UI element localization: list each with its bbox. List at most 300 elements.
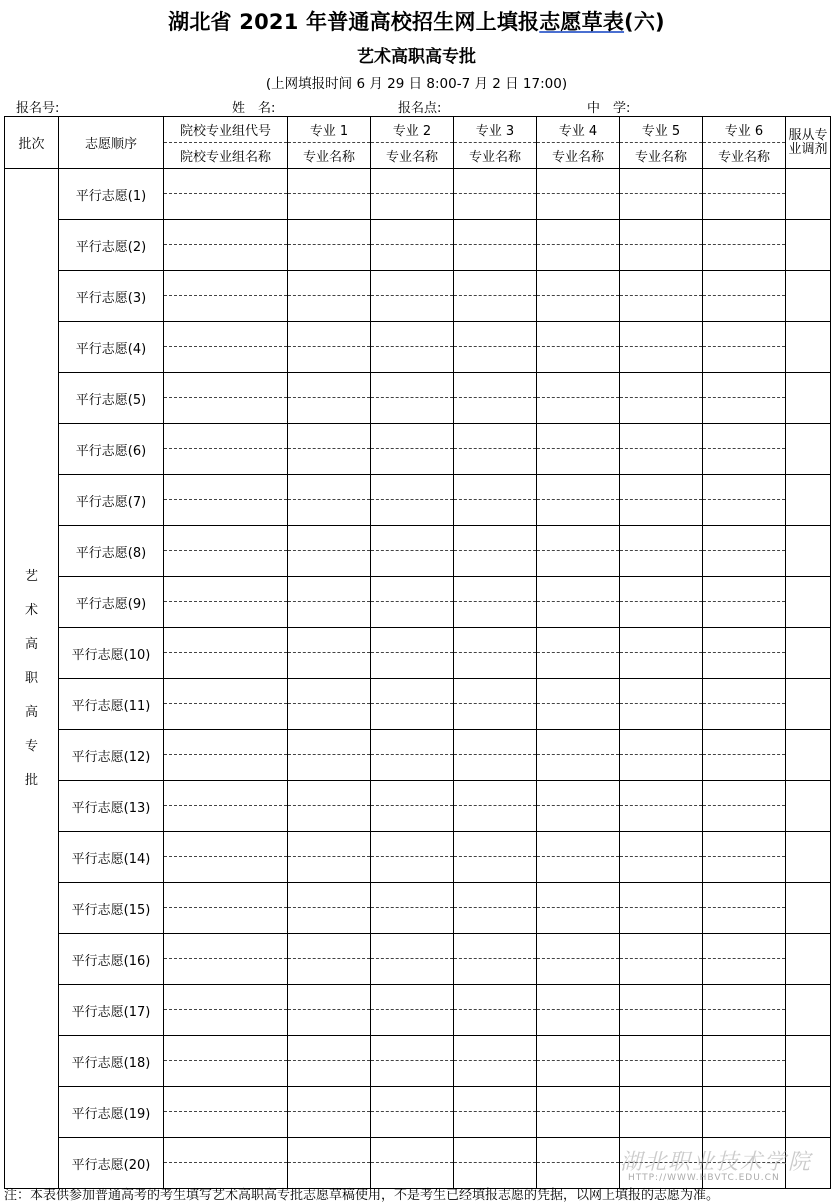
major-entry-cell[interactable]: [288, 1138, 371, 1189]
batch-name-char: 批: [24, 772, 38, 788]
major-entry-cell[interactable]: [288, 475, 371, 526]
dashed-divider: [537, 703, 619, 704]
dashed-divider: [537, 193, 619, 194]
dashed-divider: [537, 1162, 619, 1163]
major-entry-cell[interactable]: [454, 475, 537, 526]
major-entry-cell[interactable]: [288, 169, 371, 220]
dashed-divider: [454, 652, 536, 653]
dashed-divider: [164, 652, 287, 653]
dashed-divider: [454, 346, 536, 347]
major-entry-cell[interactable]: [620, 577, 703, 628]
dashed-divider: [371, 397, 453, 398]
major-name-header-5: 专业名称: [620, 143, 703, 169]
major-entry-cell[interactable]: [703, 781, 786, 832]
major-entry-cell[interactable]: [371, 271, 454, 322]
dashed-divider: [537, 295, 619, 296]
major-entry-cell[interactable]: [537, 475, 620, 526]
major-entry-cell[interactable]: [454, 985, 537, 1036]
major-entry-cell[interactable]: [288, 1036, 371, 1087]
major-entry-cell[interactable]: [454, 934, 537, 985]
table-row: [5, 220, 831, 271]
major-entry-cell[interactable]: [537, 373, 620, 424]
adjust-header: 服从专业调剂: [786, 117, 831, 169]
dashed-divider: [164, 193, 287, 194]
major-entry-cell[interactable]: [371, 1087, 454, 1138]
dashed-divider: [537, 397, 619, 398]
dashed-divider: [371, 601, 453, 602]
dashed-divider: [454, 754, 536, 755]
major-entry-cell[interactable]: [537, 1036, 620, 1087]
major-entry-cell[interactable]: [537, 679, 620, 730]
major-entry-cell[interactable]: [703, 271, 786, 322]
major-entry-cell[interactable]: [454, 1036, 537, 1087]
batch-name-char: 高: [24, 636, 38, 652]
dashed-divider: [164, 1162, 287, 1163]
major-entry-cell[interactable]: [537, 577, 620, 628]
dashed-divider: [371, 1162, 453, 1163]
watermark-logo: [620, 1145, 820, 1185]
major-entry-cell[interactable]: [620, 832, 703, 883]
major-entry-cell[interactable]: [371, 322, 454, 373]
preference-order-label: 平行志愿(15): [59, 883, 164, 934]
dashed-divider: [537, 652, 619, 653]
major-entry-cell[interactable]: [703, 424, 786, 475]
dashed-divider: [454, 397, 536, 398]
adjust-entry-cell[interactable]: [786, 934, 831, 985]
dashed-divider: [537, 958, 619, 959]
group-entry-cell[interactable]: [164, 628, 288, 679]
dashed-divider: [620, 346, 702, 347]
batch-name-char: 艺: [24, 568, 38, 584]
dashed-divider: [371, 244, 453, 245]
dashed-divider: [537, 346, 619, 347]
dashed-divider: [371, 1060, 453, 1061]
dashed-divider: [288, 958, 370, 959]
major-entry-cell[interactable]: [371, 628, 454, 679]
major-entry-cell[interactable]: [454, 373, 537, 424]
dashed-divider: [288, 1009, 370, 1010]
dashed-divider: [454, 193, 536, 194]
dashed-divider: [703, 958, 785, 959]
major-entry-cell[interactable]: [703, 577, 786, 628]
dashed-divider: [537, 1111, 619, 1112]
major-entry-cell[interactable]: [454, 730, 537, 781]
major-entry-cell[interactable]: [454, 1087, 537, 1138]
dashed-divider: [454, 244, 536, 245]
major-entry-cell[interactable]: [454, 322, 537, 373]
major-entry-cell[interactable]: [288, 628, 371, 679]
preference-order-label: 平行志愿(10): [59, 628, 164, 679]
table-row: [5, 883, 831, 934]
preference-order-label: 平行志愿(8): [59, 526, 164, 577]
major-entry-cell[interactable]: [537, 424, 620, 475]
major-entry-cell[interactable]: [703, 883, 786, 934]
preference-order-label: 平行志愿(5): [59, 373, 164, 424]
table-row: [5, 679, 831, 730]
major-entry-cell[interactable]: [371, 1138, 454, 1189]
dashed-divider: [703, 550, 785, 551]
major-entry-cell[interactable]: [288, 985, 371, 1036]
major-entry-cell[interactable]: [454, 628, 537, 679]
major-entry-cell[interactable]: [537, 1087, 620, 1138]
major-entry-cell[interactable]: [454, 883, 537, 934]
major-entry-cell[interactable]: [703, 526, 786, 577]
major-entry-cell[interactable]: [620, 883, 703, 934]
adjust-entry-cell[interactable]: [786, 985, 831, 1036]
major-entry-cell[interactable]: [620, 628, 703, 679]
dashed-divider: [288, 550, 370, 551]
dashed-divider: [164, 907, 287, 908]
major-entry-cell[interactable]: [454, 1138, 537, 1189]
major-entry-cell[interactable]: [703, 628, 786, 679]
dashed-divider: [703, 397, 785, 398]
group-entry-cell[interactable]: [164, 1138, 288, 1189]
dashed-divider: [537, 907, 619, 908]
preference-order-label: 平行志愿(18): [59, 1036, 164, 1087]
dashed-divider: [620, 397, 702, 398]
major-header-6: 专业 6: [703, 117, 786, 143]
dashed-divider: [454, 601, 536, 602]
major-entry-cell[interactable]: [620, 271, 703, 322]
dashed-divider: [620, 244, 702, 245]
major-entry-cell[interactable]: [288, 322, 371, 373]
major-header-3: 专业 3: [454, 117, 537, 143]
major-entry-cell[interactable]: [703, 220, 786, 271]
adjust-entry-cell[interactable]: [786, 730, 831, 781]
major-entry-cell[interactable]: [454, 220, 537, 271]
preference-order-label: 平行志愿(6): [59, 424, 164, 475]
major-entry-cell[interactable]: [371, 526, 454, 577]
preference-order-label: 平行志愿(2): [59, 220, 164, 271]
major-entry-cell[interactable]: [620, 934, 703, 985]
major-entry-cell[interactable]: [371, 475, 454, 526]
dashed-divider: [164, 550, 287, 551]
adjust-entry-cell[interactable]: [786, 1036, 831, 1087]
adjust-entry-cell[interactable]: [786, 781, 831, 832]
adjust-entry-cell[interactable]: [786, 322, 831, 373]
major-entry-cell[interactable]: [454, 679, 537, 730]
group-entry-cell[interactable]: [164, 781, 288, 832]
dashed-divider: [371, 805, 453, 806]
dashed-divider: [288, 448, 370, 449]
dashed-divider: [703, 346, 785, 347]
major-entry-cell[interactable]: [537, 934, 620, 985]
dashed-divider: [288, 295, 370, 296]
dashed-divider: [454, 1162, 536, 1163]
major-entry-cell[interactable]: [703, 985, 786, 1036]
group-entry-cell[interactable]: [164, 832, 288, 883]
table-row: [5, 832, 831, 883]
preference-order-label: 平行志愿(3): [59, 271, 164, 322]
major-entry-cell[interactable]: [620, 475, 703, 526]
dashed-divider: [537, 448, 619, 449]
table-row: [5, 781, 831, 832]
adjust-entry-cell[interactable]: [786, 475, 831, 526]
major-entry-cell[interactable]: [537, 169, 620, 220]
major-entry-cell[interactable]: [537, 220, 620, 271]
major-entry-cell[interactable]: [703, 1036, 786, 1087]
dashed-divider: [703, 1111, 785, 1112]
dashed-divider: [288, 397, 370, 398]
adjust-entry-cell[interactable]: [786, 883, 831, 934]
adjust-entry-cell[interactable]: [786, 271, 831, 322]
major-entry-cell[interactable]: [620, 985, 703, 1036]
dashed-divider: [703, 193, 785, 194]
dashed-divider: [620, 1060, 702, 1061]
major-entry-cell[interactable]: [537, 526, 620, 577]
table-row: [5, 577, 831, 628]
dashed-divider: [371, 550, 453, 551]
group-entry-cell[interactable]: [164, 373, 288, 424]
group-entry-cell[interactable]: [164, 424, 288, 475]
dashed-divider: [537, 1060, 619, 1061]
registration-site-label: 报名点:: [398, 101, 442, 116]
dashed-divider: [164, 754, 287, 755]
major-entry-cell[interactable]: [288, 577, 371, 628]
major-entry-cell[interactable]: [288, 832, 371, 883]
preference-order-label: 平行志愿(13): [59, 781, 164, 832]
preference-form-table: [4, 116, 831, 1189]
major-entry-cell[interactable]: [703, 322, 786, 373]
page-title: 湖北省 2021 年普通高校招生网上填报志愿草表(六): [168, 10, 665, 34]
major-entry-cell[interactable]: [703, 1087, 786, 1138]
major-entry-cell[interactable]: [371, 985, 454, 1036]
major-entry-cell[interactable]: [371, 220, 454, 271]
major-entry-cell[interactable]: [454, 577, 537, 628]
adjust-entry-cell[interactable]: [786, 832, 831, 883]
table-row: [5, 322, 831, 373]
group-entry-cell[interactable]: [164, 220, 288, 271]
dashed-divider: [164, 244, 287, 245]
major-name-header-1: 专业名称: [288, 143, 371, 169]
batch-name-char: 专: [24, 738, 38, 754]
major-entry-cell[interactable]: [288, 883, 371, 934]
major-entry-cell[interactable]: [371, 679, 454, 730]
table-row: [5, 271, 831, 322]
group-entry-cell[interactable]: [164, 730, 288, 781]
dashed-divider: [454, 1111, 536, 1112]
filling-schedule: (上网填报时间 6 月 29 日 8:00-7 月 2 日 17:00): [265, 76, 568, 92]
dashed-divider: [288, 856, 370, 857]
table-row: [5, 424, 831, 475]
major-entry-cell[interactable]: [371, 934, 454, 985]
major-entry-cell[interactable]: [454, 526, 537, 577]
table-row: [5, 475, 831, 526]
adjust-entry-cell[interactable]: [786, 1087, 831, 1138]
dashed-divider: [703, 856, 785, 857]
major-entry-cell[interactable]: [620, 526, 703, 577]
dashed-divider: [454, 856, 536, 857]
group-entry-cell[interactable]: [164, 883, 288, 934]
major-entry-cell[interactable]: [454, 781, 537, 832]
name-label: 姓 名:: [232, 101, 276, 116]
dashed-divider: [164, 703, 287, 704]
major-entry-cell[interactable]: [703, 832, 786, 883]
major-entry-cell[interactable]: [454, 424, 537, 475]
dashed-divider: [620, 193, 702, 194]
major-entry-cell[interactable]: [620, 781, 703, 832]
dashed-divider: [620, 754, 702, 755]
group-entry-cell[interactable]: [164, 679, 288, 730]
adjust-entry-cell[interactable]: [786, 220, 831, 271]
major-entry-cell[interactable]: [620, 169, 703, 220]
major-header-1: 专业 1: [288, 117, 371, 143]
group-entry-cell[interactable]: [164, 1087, 288, 1138]
dashed-divider: [537, 550, 619, 551]
dashed-divider: [537, 805, 619, 806]
major-entry-cell[interactable]: [288, 934, 371, 985]
adjust-entry-cell[interactable]: [786, 424, 831, 475]
major-entry-cell[interactable]: [703, 934, 786, 985]
school-label: 中 学:: [587, 101, 631, 116]
major-entry-cell[interactable]: [620, 730, 703, 781]
group-entry-cell[interactable]: [164, 475, 288, 526]
dashed-divider: [703, 1060, 785, 1061]
major-entry-cell[interactable]: [288, 679, 371, 730]
major-entry-cell[interactable]: [371, 424, 454, 475]
major-entry-cell[interactable]: [288, 424, 371, 475]
major-entry-cell[interactable]: [288, 220, 371, 271]
dashed-divider: [371, 346, 453, 347]
dashed-divider: [537, 601, 619, 602]
major-entry-cell[interactable]: [620, 424, 703, 475]
group-entry-cell[interactable]: [164, 526, 288, 577]
dashed-divider: [454, 550, 536, 551]
dashed-divider: [620, 499, 702, 500]
major-entry-cell[interactable]: [620, 1036, 703, 1087]
dashed-divider: [288, 499, 370, 500]
batch-name-char: 职: [24, 670, 38, 686]
major-entry-cell[interactable]: [620, 373, 703, 424]
dashed-divider: [288, 652, 370, 653]
dashed-divider: [620, 1009, 702, 1010]
adjust-entry-cell[interactable]: [786, 577, 831, 628]
major-entry-cell[interactable]: [620, 679, 703, 730]
major-entry-cell[interactable]: [454, 832, 537, 883]
adjust-entry-cell[interactable]: [786, 169, 831, 220]
dashed-divider: [454, 448, 536, 449]
major-entry-cell[interactable]: [288, 730, 371, 781]
adjust-entry-cell[interactable]: [786, 679, 831, 730]
adjust-entry-cell[interactable]: [786, 628, 831, 679]
preference-order-label: 平行志愿(14): [59, 832, 164, 883]
dashed-divider: [703, 499, 785, 500]
dashed-divider: [620, 652, 702, 653]
dashed-divider: [703, 601, 785, 602]
dashed-divider: [371, 448, 453, 449]
group-code-header: 院校专业组代号: [164, 117, 288, 143]
group-entry-cell[interactable]: [164, 1036, 288, 1087]
major-entry-cell[interactable]: [371, 883, 454, 934]
major-entry-cell[interactable]: [288, 1087, 371, 1138]
major-entry-cell[interactable]: [537, 628, 620, 679]
dashed-divider: [288, 1162, 370, 1163]
major-entry-cell[interactable]: [620, 220, 703, 271]
group-entry-cell[interactable]: [164, 271, 288, 322]
table-row: [5, 628, 831, 679]
group-entry-cell[interactable]: [164, 934, 288, 985]
major-entry-cell[interactable]: [703, 169, 786, 220]
dashed-divider: [164, 397, 287, 398]
major-entry-cell[interactable]: [371, 781, 454, 832]
dashed-divider: [703, 244, 785, 245]
dashed-divider: [620, 448, 702, 449]
adjust-entry-cell[interactable]: [786, 526, 831, 577]
dashed-divider: [164, 346, 287, 347]
dashed-divider: [620, 601, 702, 602]
group-entry-cell[interactable]: [164, 985, 288, 1036]
major-entry-cell[interactable]: [620, 1087, 703, 1138]
group-entry-cell[interactable]: [164, 169, 288, 220]
dashed-divider: [703, 295, 785, 296]
major-entry-cell[interactable]: [537, 271, 620, 322]
major-header-2: 专业 2: [371, 117, 454, 143]
dashed-divider: [288, 601, 370, 602]
major-entry-cell[interactable]: [288, 781, 371, 832]
major-entry-cell[interactable]: [537, 322, 620, 373]
dashed-divider: [454, 499, 536, 500]
major-entry-cell[interactable]: [288, 373, 371, 424]
preference-order-label: 平行志愿(4): [59, 322, 164, 373]
major-entry-cell[interactable]: [371, 373, 454, 424]
order-header: 志愿顺序: [59, 117, 164, 169]
dashed-divider: [537, 754, 619, 755]
major-entry-cell[interactable]: [537, 832, 620, 883]
dashed-divider: [620, 295, 702, 296]
major-entry-cell[interactable]: [537, 781, 620, 832]
dashed-divider: [703, 448, 785, 449]
batch-name-cell: [5, 169, 59, 1189]
major-entry-cell[interactable]: [703, 475, 786, 526]
major-entry-cell[interactable]: [454, 169, 537, 220]
major-entry-cell[interactable]: [537, 1138, 620, 1189]
dashed-divider: [371, 907, 453, 908]
table-row: [5, 1087, 831, 1138]
major-entry-cell[interactable]: [288, 526, 371, 577]
adjust-entry-cell[interactable]: [786, 373, 831, 424]
major-entry-cell[interactable]: [703, 730, 786, 781]
dashed-divider: [288, 346, 370, 347]
group-name-header: 院校专业组名称: [164, 143, 288, 169]
major-entry-cell[interactable]: [371, 169, 454, 220]
group-entry-cell[interactable]: [164, 322, 288, 373]
dashed-divider: [164, 601, 287, 602]
watermark-url: HTTP://WWW.HBVTC.EDU.CN: [628, 1173, 780, 1183]
group-entry-cell[interactable]: [164, 577, 288, 628]
major-entry-cell[interactable]: [454, 271, 537, 322]
major-entry-cell[interactable]: [537, 730, 620, 781]
preference-order-label: 平行志愿(16): [59, 934, 164, 985]
major-entry-cell[interactable]: [620, 322, 703, 373]
major-entry-cell[interactable]: [371, 1036, 454, 1087]
table-row: [5, 934, 831, 985]
dashed-divider: [454, 805, 536, 806]
major-entry-cell[interactable]: [288, 271, 371, 322]
major-entry-cell[interactable]: [703, 373, 786, 424]
dashed-divider: [288, 244, 370, 245]
dashed-divider: [164, 448, 287, 449]
major-entry-cell[interactable]: [371, 832, 454, 883]
major-entry-cell[interactable]: [537, 985, 620, 1036]
preference-order-label: 平行志愿(9): [59, 577, 164, 628]
major-entry-cell[interactable]: [537, 883, 620, 934]
batch-subtitle: 艺术高职高专批: [357, 47, 476, 67]
major-entry-cell[interactable]: [371, 577, 454, 628]
major-entry-cell[interactable]: [371, 730, 454, 781]
dashed-divider: [454, 703, 536, 704]
table-row: [5, 373, 831, 424]
major-entry-cell[interactable]: [703, 679, 786, 730]
